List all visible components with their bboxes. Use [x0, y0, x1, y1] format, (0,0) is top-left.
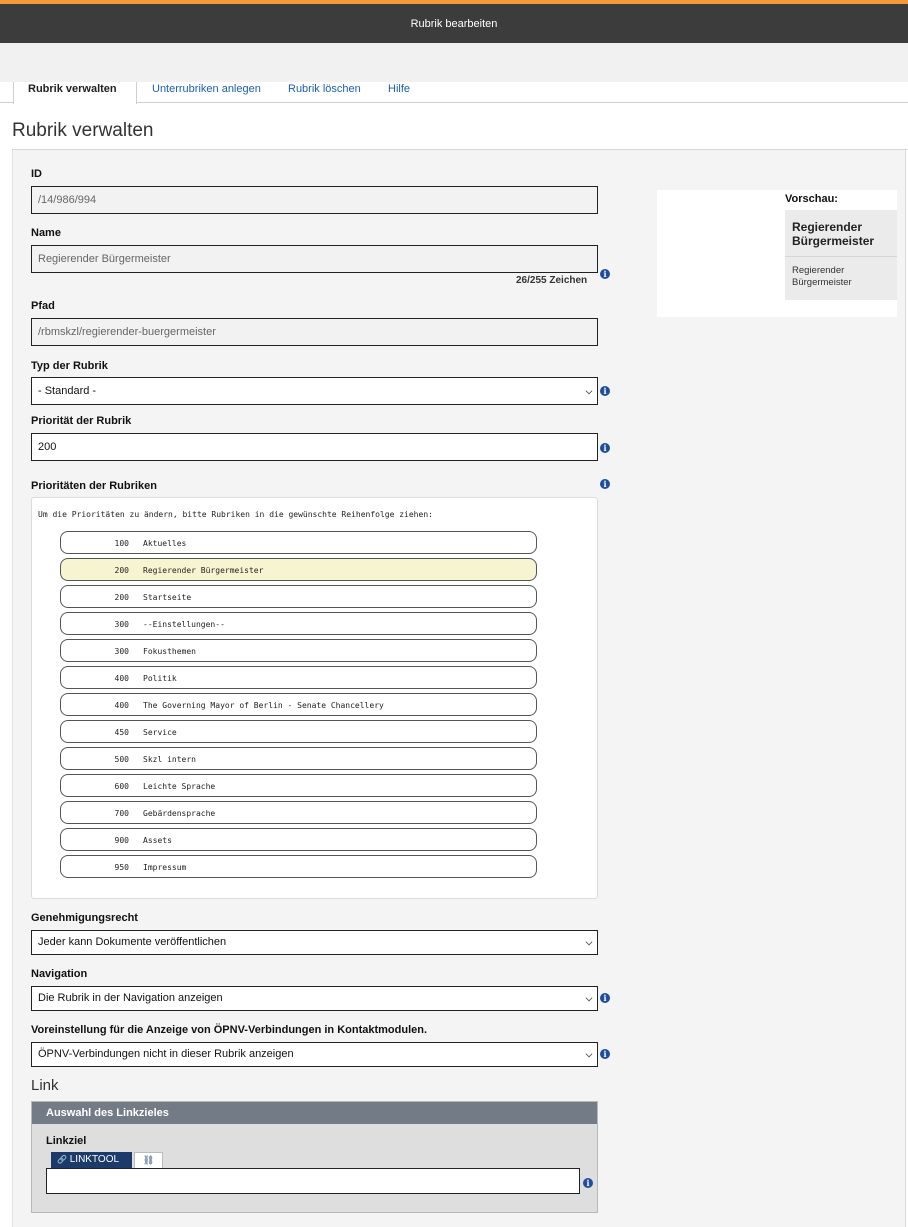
- linktool-button[interactable]: [51, 1152, 132, 1168]
- chevron-down-icon: [586, 388, 593, 395]
- info-icon[interactable]: i: [600, 386, 610, 396]
- tab-rule: [0, 102, 13, 103]
- oepnv-selected-value: ÖPNV-Verbindungen nicht in dieser Rubrik anzeigen: [38, 1048, 294, 1060]
- item-name: Leichte Sprache: [143, 782, 216, 791]
- info-icon[interactable]: i: [600, 269, 610, 279]
- name-label: Name: [31, 227, 61, 239]
- pfad-field: /rbmskzl/regierender-buergermeister: [31, 318, 598, 346]
- navigation-selected-value: Die Rubrik in der Navigation anzeigen: [38, 992, 223, 1004]
- link-panel: [31, 1101, 598, 1213]
- id-field: /14/986/994: [31, 186, 598, 214]
- preview-divider: [785, 256, 897, 257]
- item-priority: 950: [114, 863, 129, 872]
- sortable-item[interactable]: [60, 747, 537, 770]
- navigation-select[interactable]: [31, 986, 598, 1011]
- item-priority: 300: [114, 647, 129, 656]
- preview-label: Vorschau:: [785, 193, 838, 205]
- sortable-item[interactable]: [60, 828, 537, 851]
- item-priority: 300: [114, 620, 129, 629]
- info-icon[interactable]: i: [600, 993, 610, 1003]
- info-icon[interactable]: i: [600, 1049, 610, 1059]
- chevron-down-icon: [586, 939, 593, 946]
- item-priority: 400: [114, 701, 129, 710]
- pfad-label: Pfad: [31, 300, 55, 312]
- oepnv-label: Voreinstellung für die Anzeige von ÖPNV-Verbindungen in Kontaktmodulen.: [31, 1024, 428, 1036]
- sortable-item-current[interactable]: [60, 558, 537, 581]
- item-name: Aktuelles: [143, 539, 187, 548]
- item-name: --Einstellungen--: [143, 620, 225, 629]
- prioritaet-input[interactable]: 200: [31, 433, 598, 461]
- typ-selected-value: - Standard -: [38, 385, 97, 397]
- item-priority: 500: [114, 755, 129, 764]
- prioritaeten-label: Prioritäten der Rubriken: [31, 480, 157, 492]
- linkziel-label: Linkziel: [46, 1135, 87, 1147]
- preview-title: Regierender Bürgermeister: [792, 220, 875, 248]
- tab-hilfe[interactable]: Hilfe: [388, 83, 411, 95]
- info-icon[interactable]: i: [583, 1178, 593, 1188]
- item-priority: 200: [114, 593, 129, 602]
- page-title: Rubrik verwalten: [12, 120, 154, 141]
- typ-select[interactable]: [31, 377, 598, 405]
- linktool-label: LINKTOOL: [69, 1154, 120, 1165]
- linkziel-input[interactable]: [46, 1168, 580, 1194]
- item-name: The Governing Mayor of Berlin - Senate Chancellery: [143, 701, 384, 710]
- sortable-item[interactable]: [60, 639, 537, 662]
- unlink-icon: ⛓: [142, 1155, 155, 1165]
- sortable-item[interactable]: [60, 801, 537, 824]
- genehmigungsrecht-selected-value: Jeder kann Dokumente veröffentlichen: [38, 936, 227, 948]
- page-content: [0, 82, 908, 1227]
- info-icon[interactable]: i: [600, 443, 610, 453]
- tab-rubrik-loeschen[interactable]: Rubrik löschen: [288, 83, 361, 95]
- chevron-down-icon: [586, 995, 593, 1002]
- item-priority: 400: [114, 674, 129, 683]
- tab-unterrubriken-anlegen[interactable]: Unterrubriken anlegen: [152, 83, 261, 95]
- navigation-label: Navigation: [31, 968, 88, 980]
- item-priority: 900: [114, 836, 129, 845]
- toolbar-area: [0, 43, 908, 82]
- preview-subtitle: Regierender Bürgermeister: [792, 265, 852, 288]
- id-label: ID: [31, 168, 42, 180]
- item-priority: 600: [114, 782, 129, 791]
- name-field[interactable]: Regierender Bürgermeister: [31, 245, 598, 273]
- prioritaet-label: Priorität der Rubrik: [31, 415, 132, 427]
- item-name: Politik: [143, 674, 177, 683]
- sortable-list: [60, 531, 537, 882]
- item-priority: 100: [114, 539, 129, 548]
- sortable-item[interactable]: [60, 666, 537, 689]
- window-title: Rubrik bearbeiten: [0, 4, 908, 43]
- preview-box: [785, 210, 897, 300]
- item-priority: 200: [114, 566, 129, 575]
- chevron-down-icon: [586, 1051, 593, 1058]
- unlink-button[interactable]: [134, 1152, 163, 1168]
- sort-hint: Um die Prioritäten zu ändern, bitte Rubriken in die gewünschte Reihenfolge ziehen:: [38, 510, 433, 519]
- link-heading: Link: [31, 1077, 59, 1094]
- item-name: Skzl intern: [143, 755, 196, 764]
- info-icon[interactable]: i: [600, 479, 610, 489]
- priority-sort-box: [31, 497, 598, 899]
- tab-rubrik-verwalten[interactable]: Rubrik verwalten: [13, 82, 137, 104]
- oepnv-select[interactable]: [31, 1042, 598, 1067]
- sortable-item[interactable]: [60, 774, 537, 797]
- sortable-item[interactable]: [60, 585, 537, 608]
- preview-panel: [657, 190, 897, 317]
- sortable-item[interactable]: [60, 531, 537, 554]
- item-priority: 700: [114, 809, 129, 818]
- typ-label: Typ der Rubrik: [31, 360, 108, 372]
- form-panel: [12, 150, 906, 1227]
- item-name: Startseite: [143, 593, 192, 602]
- sortable-item[interactable]: [60, 855, 537, 878]
- item-name: Assets: [143, 836, 172, 845]
- item-priority: 450: [114, 728, 129, 737]
- sortable-item[interactable]: [60, 612, 537, 635]
- item-name: Gebärdensprache: [143, 809, 216, 818]
- name-char-counter: 26/255 Zeichen: [516, 275, 588, 286]
- link-icon: 🔗: [57, 1155, 67, 1164]
- item-name: Service: [143, 728, 177, 737]
- tab-bar: [0, 82, 908, 103]
- item-name: Fokusthemen: [143, 647, 196, 656]
- genehmigungsrecht-select[interactable]: [31, 930, 598, 955]
- sortable-item[interactable]: [60, 693, 537, 716]
- link-panel-header: Auswahl des Linkzieles: [32, 1102, 597, 1124]
- sortable-item[interactable]: [60, 720, 537, 743]
- item-name: Impressum: [143, 863, 187, 872]
- item-name: Regierender Bürgermeister: [143, 566, 264, 575]
- genehmigungsrecht-label: Genehmigungsrecht: [31, 912, 138, 924]
